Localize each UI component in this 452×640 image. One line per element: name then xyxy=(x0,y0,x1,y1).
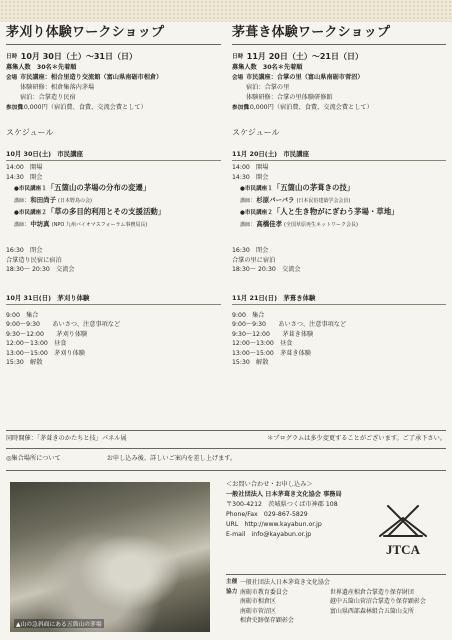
kayakari-title: 茅刈り体験ワークショップ xyxy=(6,22,221,45)
schedule-row: 合掌造り民宿に宿泊 xyxy=(6,256,62,264)
kayakari-lodging: 宿泊：合掌造り民宿 xyxy=(20,94,76,101)
kayakari-talk2-speaker: 講師：中坊真 (NPO 九州バイオマスフォーラム事務局長) xyxy=(14,220,148,228)
schedule-row: 15:30 解散 xyxy=(6,359,43,366)
kayabuki-talk1: ●市民講座１「五箇山の茅葺きの技」 xyxy=(240,183,355,192)
kayakari-fee: 参加費 10,000円（宿泊費、食費、交流会費として） xyxy=(6,104,147,111)
kayabuki-day2-head: 11月 21日(日) 茅葺き体験 xyxy=(232,293,446,305)
schedule-row: 13:00～15:00 茅葺き体験 xyxy=(232,349,311,357)
schedule-row: 9:00 集合 xyxy=(232,311,265,319)
schedule-row: 16:30 閉会 xyxy=(232,247,269,254)
divider xyxy=(6,430,446,431)
schedule-row: 9:00～9:30 あいさつ、注意事項など xyxy=(6,321,121,328)
kayakari-talk2: ●市民講座２「草の多目的利用とその支援活動」 xyxy=(14,207,166,216)
kayabuki-lodging: 体験研修：合掌の里体験研修館 xyxy=(246,94,333,101)
meeting-note xyxy=(6,454,446,464)
divider xyxy=(6,470,446,471)
contact-heading: ＜お問い合わせ・お申し込み＞ xyxy=(226,481,313,488)
kayabuki-talk2: ●市民講座２「人と生き物がにぎわう茅場・草地」 xyxy=(240,207,399,216)
schedule-row: 12:00～13:00 昼食 xyxy=(232,340,293,347)
contact-org: 一般社団法人 日本茅葺き文化協会 事務局 xyxy=(226,491,342,498)
kayakari-workshop-column xyxy=(6,22,221,368)
exhibit-note xyxy=(6,434,446,444)
schedule-row: 13:00～15:00 茅刈り体験 xyxy=(6,349,85,357)
coop-line: 相倉史跡保存顕彰会 xyxy=(239,617,294,625)
schedule-row: 14:30 開会 xyxy=(6,173,43,181)
kayabuki-capacity: 募集人数 30名＊先着順 xyxy=(232,64,303,71)
kayakari-schedule-title: スケジュール xyxy=(6,128,54,137)
kayakari-venue: 会場 市民講座：相合里造り交流館（富山県南砺市相倉） xyxy=(6,74,163,81)
kayabuki-venue: 会場 市民講座：合掌の里（富山県南砺市菅沼） xyxy=(232,74,364,81)
apply-note-text: お申し込み後、詳しいご案内を差し上げます。 xyxy=(106,455,237,462)
kayaba-photo xyxy=(10,482,210,632)
schedule-row: 16:30 閉会 xyxy=(6,247,43,254)
contact-phone: Phone/Fax 029-867-5829 xyxy=(226,511,308,518)
schedule-row: 14:00 開場 xyxy=(6,164,43,171)
divider xyxy=(226,574,446,575)
contact-email[interactable]: E-mail info@kayabun.or.jp xyxy=(226,531,312,538)
kayakari-venue-2: 体験研修：相倉集落内茅場 xyxy=(20,84,95,91)
schedule-row: 9:30～12:00 茅刈り体験 xyxy=(6,330,88,338)
organizers-block xyxy=(226,578,446,626)
contact-url[interactable]: URL http://www.kayabun.or.jp xyxy=(226,521,322,528)
kayakari-date: 日時 10月 30日（土）～31日（日） xyxy=(6,52,137,61)
schedule-row: 14:00 開場 xyxy=(232,164,269,171)
coop-line: 協力 南砺市教育委員会 世界遺産相倉合掌造り保存財団 xyxy=(226,588,414,596)
kayakari-day2-head: 10月 31日(日) 茅刈り体験 xyxy=(6,293,221,305)
kayabuki-talk2-speaker: 講師：高橋佳孝 (全国草原再生ネットワーク会長) xyxy=(240,220,358,228)
meeting-place-text: ◎集合場所について xyxy=(6,455,61,462)
divider xyxy=(6,448,446,449)
host-line: 主催 一般社団法人日本茅葺き文化協会 xyxy=(226,579,330,586)
exhibit-text: 同時開催：「茅葺きのかたちと技」パネル展 xyxy=(6,435,127,442)
kayabuki-schedule-title: スケジュール xyxy=(232,128,280,137)
schedule-row: 9:30～12:00 茅葺き体験 xyxy=(232,330,314,338)
kayakari-talk1-speaker: 講師：和田尚子 (日本野鳥の会) xyxy=(14,196,92,204)
decorative-top-band xyxy=(0,0,452,22)
schedule-row: 18:30～ 20:30 交流会 xyxy=(6,266,75,273)
kayakari-day1-head: 10月 30日(土) 市民講座 xyxy=(6,149,221,161)
schedule-row: 9:00 集合 xyxy=(6,311,39,319)
schedule-row: 15:30 解散 xyxy=(232,359,269,366)
kayakari-talk1: ●市民講座１「五箇山の茅場の分布の変遷」 xyxy=(14,183,151,192)
schedule-row: 12:00～13:00 昼食 xyxy=(6,340,67,347)
photo-caption: ▲山の急斜面にある五箇山の茅場 xyxy=(14,619,104,628)
schedule-row: 合掌の里に宿泊 xyxy=(232,256,276,264)
logo-text: JTCA xyxy=(386,542,420,557)
kayabuki-talk1-speaker: 講師：杉原バーバラ (日本民俗建築学会会員) xyxy=(240,196,351,204)
coop-line: 南砺市菅沼区 富山県西部森林組合五箇山支所 xyxy=(239,607,414,615)
kayabuki-date: 日時 11月 20日（土）～21日（日） xyxy=(232,52,363,61)
schedule-row: 18:30～ 20:30 交流会 xyxy=(232,266,301,273)
coop-line: 南砺市相倉区 越中五箇山菅沼合掌造り保存顕彰会 xyxy=(239,598,426,606)
kayabuki-fee: 参加費 10,000円（宿泊費、食費、交流会費として） xyxy=(232,104,373,111)
kayabuki-venue-2: 宿泊：合掌の里 xyxy=(246,84,290,91)
kayakari-capacity: 募集人数 30名＊先着順 xyxy=(6,64,77,71)
jtca-logo xyxy=(368,500,438,560)
kayabuki-day1-head: 11月 20日(土) 市民講座 xyxy=(232,149,446,161)
program-change-note: ＊プログラムは多少変更することがございます。ご了承下さい。 xyxy=(267,435,446,442)
kayabuki-title: 茅葺き体験ワークショップ xyxy=(232,22,446,45)
kayabuki-workshop-column xyxy=(232,22,446,368)
schedule-row: 9:00～9:30 あいさつ、注意事項など xyxy=(232,321,347,328)
schedule-row: 14:30 開会 xyxy=(232,173,269,181)
contact-address: 〒300-4212 茨城県つくば市神郡 108 xyxy=(226,501,338,508)
